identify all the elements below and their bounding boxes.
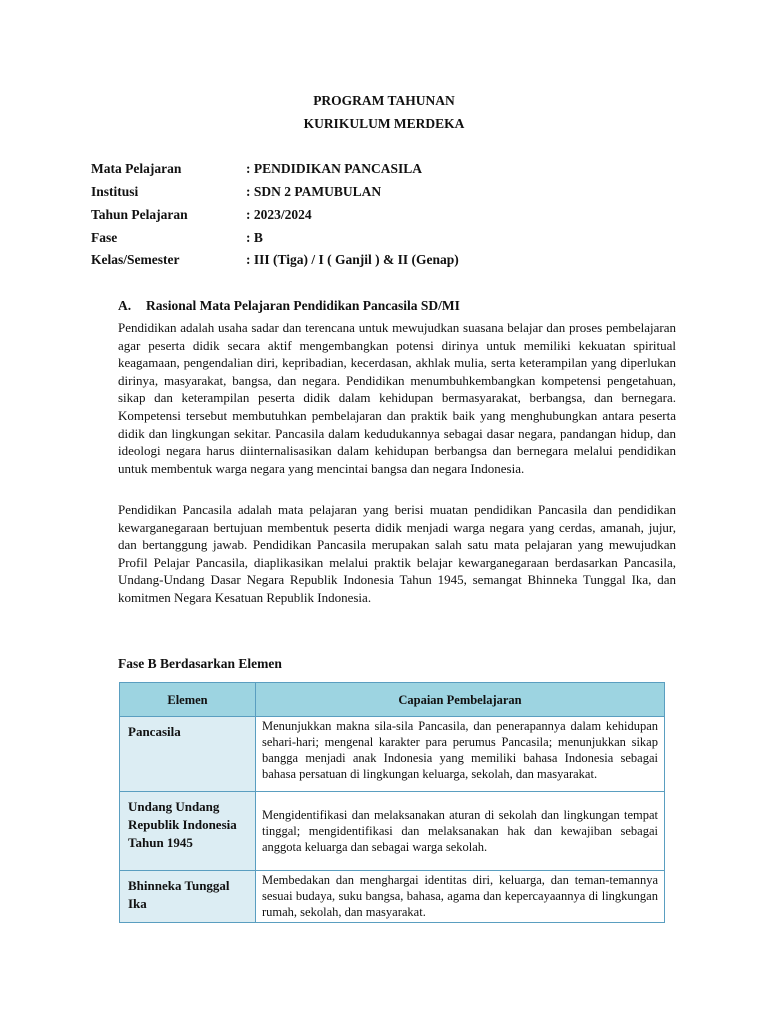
meta-label: Tahun Pelajaran [91,207,188,222]
column-header-elemen: Elemen [120,683,256,717]
table-header-row [120,683,665,717]
element-cell: Bhinneka Tunggal Ika [120,871,256,923]
meta-label: Mata Pelajaran [91,161,182,176]
section-heading [118,298,460,314]
capaian-cell: Mengidentifikasi dan melaksanakan aturan di sekolah dan lingkungan tempat tinggal; mengidentifikasi dan melaksanakan hak dan kewajiban sebagai anggota keluarga dan sebagai warga sekolah. [256,792,665,871]
meta-value: : PENDIDIKAN PANCASILA [246,161,423,176]
meta-label: Fase [91,230,118,245]
section-title: Rasional Mata Pelajaran Pendidikan Pancasila SD/MI [146,298,460,313]
meta-label: Institusi [91,184,139,199]
table-row [120,792,665,871]
meta-value: : SDN 2 PAMUBULAN [246,184,382,199]
meta-value: : B [246,230,263,245]
document-title: PROGRAM TAHUNAN [313,93,455,108]
document-subtitle: KURIKULUM MERDEKA [303,116,465,131]
section-number: A. [118,298,132,313]
paragraph-1: Pendidikan adalah usaha sadar dan terencana untuk mewujudkan suasana belajar dan proses pembelajaran agar peserta didik secara aktif mengembangkan potensi dirinya untuk memiliki kekuatan spiritual keagamaan, pengendalian diri, kepribadian, kecerdasan, akhlak mulia, serta keterampilan yang diperlukan dirinya, masyarakat, bangsa, dan negara. Pendidikan menumbuhkembangkan kompetensi pengetahuan, sikap dan keterampilan peserta didik dalam kehidupan bermasyarakat, berbangsa, dan bernegara. Kompetensi tersebut membutuhkan pembelajaran dan praktik baik yang menghubungkan antara peserta didik dan lingkungan sekitar. Pancasila dalam kedudukannya sebagai dasar negara, pandangan hidup, dan ideologi negara harus diinternalisasikan dalam kehidupan berbangsa dan bernegara melalui pendidikan untuk membentuk warga negara yang mencintai bangsa dan negara Indonesia. [118,320,676,476]
capaian-cell: Membedakan dan menghargai identitas diri, keluarga, dan teman-temannya sesuai budaya, suku bangsa, bahasa, agama dan kepercayaannya di lingkungan rumah, sekolah, dan masyarakat. [256,871,665,923]
capaian-cell: Menunjukkan makna sila-sila Pancasila, dan penerapannya dalam kehidupan sehari-hari; mengenal karakter para perumus Pancasila; menunjukkan sikap bangga menjadi anak Indonesia yang memiliki bahasa Indonesia sebagai bahasa persatuan di lingkungan keluarga, sekolah, dan masyarakat. [256,717,665,792]
element-cell: Pancasila [120,717,256,792]
table-row [120,717,665,792]
element-cell: Undang Undang Republik Indonesia Tahun 1945 [120,792,256,871]
fase-b-heading: Fase B Berdasarkan Elemen [118,656,282,671]
column-header-capaian: Capaian Pembelajaran [256,683,665,717]
table-row [120,871,665,923]
meta-label: Kelas/Semester [91,252,180,267]
paragraph-2: Pendidikan Pancasila adalah mata pelajaran yang berisi muatan pendidikan Pancasila dan pendidikan kewarganegaraan bertujuan membentuk peserta didik menjadi warga negara yang cerdas, amanah, jujur, dan bertanggung jawab. Pendidikan Pancasila merupakan salah satu mata pelajaran yang mewujudkan Profil Pelajar Pancasila, diaplikasikan melalui praktik belajar kewarganegaraan berdasarkan Pancasila, Undang-Undang Dasar Negara Republik Indonesia Tahun 1945, semangat Bhinneka Tunggal Ika, dan komitmen Negara Kesatuan Republik Indonesia. [118,502,676,605]
capaian-table [119,682,665,923]
meta-value: : 2023/2024 [246,207,312,222]
meta-value: : III (Tiga) / I ( Ganjil ) & II (Genap) [246,252,459,267]
